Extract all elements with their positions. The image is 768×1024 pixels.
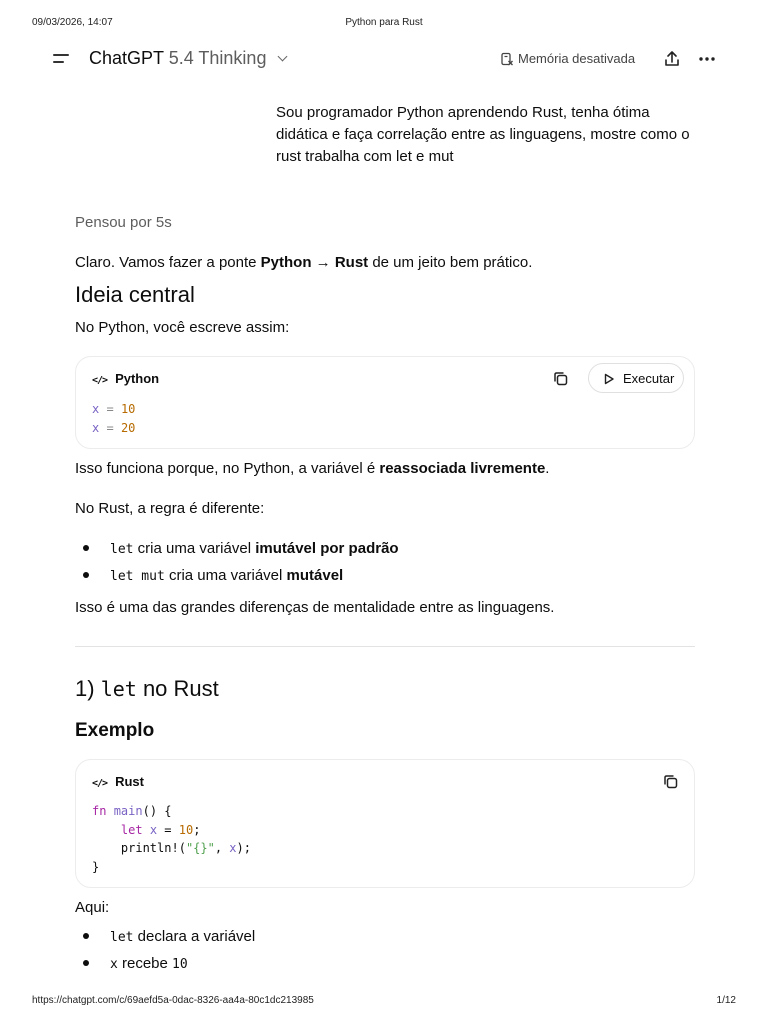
code-icon: </>: [92, 375, 108, 386]
explain-text: Isso funciona porque, no Python, a variável é: [75, 460, 380, 477]
code-token: x: [92, 402, 100, 416]
intro-paragraph: [75, 252, 532, 274]
mentality-paragraph: Isso é uma das grandes diferenças de mentalidade entre as linguagens.: [75, 599, 555, 616]
run-button[interactable]: [588, 363, 684, 393]
print-date: 09/03/2026, 14:07: [32, 17, 113, 28]
code-icon: </>: [92, 778, 108, 789]
section-code: let: [100, 677, 137, 701]
print-page-number: 1/12: [716, 995, 736, 1006]
bullet-dot: [83, 545, 89, 551]
model-selector[interactable]: [89, 48, 286, 69]
inline-code: 10: [172, 957, 188, 972]
copy-icon[interactable]: [661, 772, 681, 792]
code-token: fn: [92, 804, 107, 818]
rust-code-block: [75, 759, 695, 888]
aqui-label: Aqui:: [75, 899, 110, 916]
bullet-dot: [83, 572, 89, 578]
python-code: [92, 400, 135, 437]
heading-section-1: [75, 676, 219, 702]
inline-code: let: [110, 930, 134, 945]
code-lang-name: Rust: [115, 774, 144, 789]
thought-duration[interactable]: Pensou por 5s: [75, 214, 172, 231]
memory-off-icon: [500, 52, 514, 66]
python-explanation: [75, 458, 549, 480]
code-token: 20: [120, 420, 136, 435]
rust-rule-intro: No Rust, a regra é diferente:: [75, 500, 265, 517]
list-item: [83, 538, 399, 561]
code-lang-label: [92, 371, 159, 386]
list-item-bold: imutável por padrão: [255, 540, 399, 557]
code-token: x: [149, 822, 158, 837]
inline-code: let mut: [110, 569, 165, 584]
list-item-text: declara a variável: [133, 928, 256, 945]
play-icon: [603, 373, 615, 385]
bullet-dot: [83, 960, 89, 966]
copy-icon[interactable]: [551, 369, 571, 389]
print-title: Python para Rust: [345, 17, 423, 28]
code-lang-name: Python: [115, 371, 160, 386]
explain-bold: reassociada livremente: [379, 460, 546, 477]
run-label: Executar: [623, 371, 675, 386]
code-token: 10: [178, 822, 194, 837]
user-message: Sou programador Python aprendendo Rust, tenha ótima didática e faça correlação entre as linguagens, mostre como o rust trabalha com let e mut: [276, 104, 690, 165]
section-title: no Rust: [142, 676, 219, 701]
inline-code: let: [110, 542, 134, 557]
code-token: x: [229, 841, 237, 855]
list-item: [83, 565, 343, 588]
code-token: 10: [120, 402, 136, 416]
code-token: "{}": [185, 841, 215, 855]
code-lang-label: [92, 774, 144, 789]
list-item-text: cria uma variável: [133, 540, 256, 557]
intro-text-end: de um jeito bem prático.: [368, 254, 533, 271]
bullet-dot: [83, 933, 89, 939]
menu-icon[interactable]: [50, 49, 72, 69]
divider: [75, 646, 695, 647]
more-icon[interactable]: [697, 49, 717, 69]
section-number: 1): [75, 676, 95, 701]
list-item: [83, 953, 188, 976]
inline-code: x: [110, 957, 118, 972]
code-token: let: [120, 822, 143, 837]
list-item-bold: mutável: [286, 567, 344, 584]
top-bar: [0, 40, 768, 78]
explain-text-end: .: [545, 460, 550, 477]
memory-label: Memória desativada: [518, 51, 636, 66]
code-token: main: [113, 804, 143, 818]
list-item-text: recebe: [117, 955, 173, 972]
code-token: =: [106, 402, 114, 416]
memory-status-button[interactable]: [500, 51, 635, 66]
list-item: [83, 926, 255, 949]
code-token: =: [106, 420, 114, 435]
code-token: println!: [120, 841, 179, 855]
chevron-down-icon: [278, 52, 288, 62]
rust-code: fn main() { let x = 10; println!("{}", x); }: [92, 804, 251, 874]
print-url: https://chatgpt.com/c/69aefd5a-0dac-8326-aa4a-80c1dc213985: [32, 995, 314, 1006]
python-intro: No Python, você escreve assim:: [75, 319, 290, 336]
intro-text: Claro. Vamos fazer a ponte: [75, 254, 261, 271]
model-name: ChatGPT: [89, 48, 164, 68]
list-item-text: cria uma variável: [164, 567, 287, 584]
intro-bold: Python → Rust: [260, 254, 369, 271]
code-token: x: [92, 420, 100, 435]
heading-ideia-central: Ideia central: [75, 282, 195, 307]
heading-exemplo: Exemplo: [75, 720, 155, 741]
share-icon[interactable]: [662, 49, 682, 69]
python-code-block: [75, 356, 695, 449]
model-version: 5.4 Thinking: [168, 48, 267, 68]
